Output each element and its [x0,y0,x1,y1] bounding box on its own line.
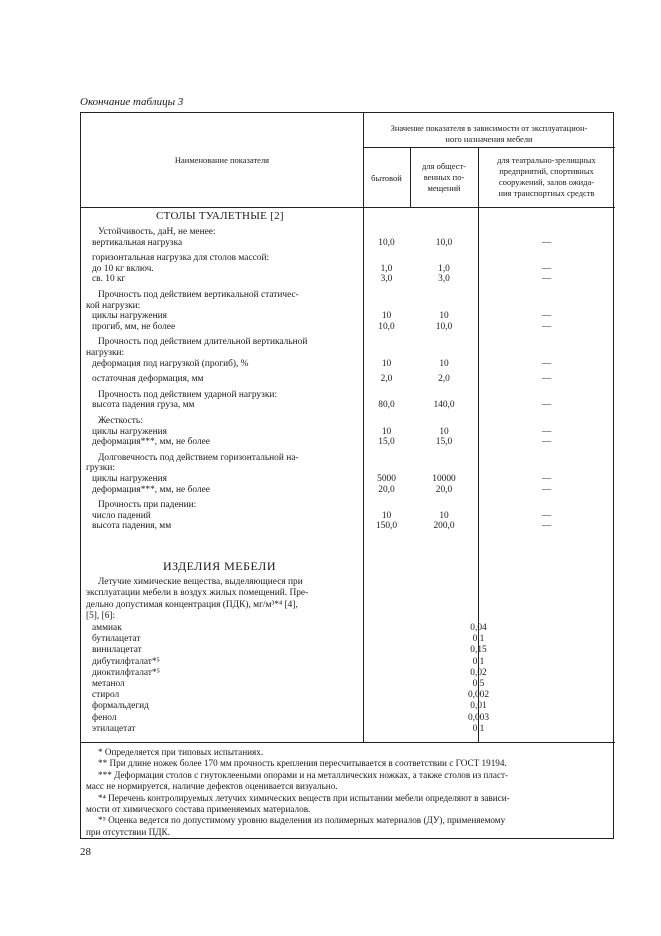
footnote-line: *⁴ Перечень контролируемых летучих химических веществ при испытании мебели определяют в зависи- [98,792,510,803]
footnote-line: мости от химического состава применяемых материалов. [86,804,311,814]
value-theatre: — [541,400,552,411]
header-col-public: для общест- венных по- мещений [421,161,467,193]
footnote-line: при отсутствии ПДК. [86,826,170,837]
section-title-furniture: ИЗДЕЛИЯ МЕБЕЛИ [163,559,276,573]
substance-value: 0,15 [470,645,487,656]
row-label: циклы нагружения [92,311,167,322]
row-label: деформация***, мм, не более [92,484,210,495]
header-col-theatre: для театрально-зрелищных предприятий, спортивных сооружений, залов ожида- ния транспортных средств [497,155,596,198]
value-theatre: — [541,311,552,322]
row-label: прогиб, мм, не более [92,321,176,332]
value-public: 200,0 [433,521,455,532]
value-household: 3,0 [380,274,393,285]
value-household: 20,0 [378,484,395,495]
value-household: 1,0 [380,263,393,274]
value-public: 10 [439,426,449,437]
row-label: нагрузки: [86,348,125,358]
substance-value: 0,04 [470,623,487,633]
row-label: число падений [92,510,151,521]
substance-value: 0,1 [472,656,485,667]
row-label: высота падения, мм [92,521,172,532]
value-theatre: — [541,437,552,448]
row-label: до 10 кг включ. [92,263,154,274]
value-household: 150,0 [375,521,398,532]
footnote-line: * Определяется при типовых испытаниях. [98,747,264,757]
value-household: 10 [381,311,392,322]
substance-value: 0,002 [467,690,490,701]
value-public: 10 [439,510,449,521]
value-household: 2,0 [380,374,393,385]
row-label: высота падения груза, мм [92,400,195,411]
value-public: 20,0 [435,484,453,495]
header-bottom-line [81,207,615,208]
row-label: Прочность под действием ударной нагрузки: [98,389,278,400]
substance-name: бутилацетат [92,634,141,645]
row-label: грузки: [86,463,115,474]
value-household: 10 [381,510,392,521]
value-theatre: — [541,263,552,274]
value-theatre: — [541,474,552,484]
substance-value: 0,5 [472,679,485,689]
table-caption: Окончание таблицы 3 [80,96,184,108]
page-number: 28 [80,846,91,858]
substance-value: 0,1 [472,723,485,734]
footnote-line: *** Деформация столов с гнутоклееными опорами и на металлических ножках, а также столов из пласт- [98,769,509,780]
header-group-divider [363,147,615,148]
substance-value: 0,003 [467,712,490,723]
substance-name: дибутилфталат*⁵ [92,656,160,667]
substance-name: формальдегид [92,701,149,712]
row-label: кой нагрузки: [86,300,141,311]
row-label: остаточная деформация, мм [92,374,204,385]
row-label: горизонтальная нагрузка для столов массой: [92,253,270,264]
row-label: Прочность под действием вертикальной статичес- [98,290,299,300]
value-public: 10,0 [435,237,453,248]
row-label: циклы нагружения [92,474,167,484]
substance-value: 0,1 [472,634,485,645]
value-theatre: — [541,374,552,385]
value-household: 80,0 [378,400,395,411]
value-theatre: — [541,484,552,495]
header-group: Значение показателя в зависимости от эксплуатацион- ного назначения мебели [390,123,588,144]
data-table [80,112,614,839]
row-label: Жесткость: [98,416,143,426]
header-name-col: Наименование показателя [174,155,270,165]
value-theatre: — [541,274,552,285]
footnote-line: масс не нормируется, наличие дефектов оценивается визуально. [86,781,338,792]
row-label: Устойчивость, даН, не менее: [98,227,216,237]
value-theatre: — [541,237,552,248]
value-public: 1,0 [438,263,450,274]
row-label: Прочность при падении: [98,500,197,511]
substance-name: фенол [92,712,117,723]
section-title-tables: СТОЛЫ ТУАЛЕТНЫЕ [2] [156,210,284,222]
value-theatre: — [541,321,552,332]
substance-value: 0,02 [470,667,487,678]
intro-line: Летучие химические вещества, выделяющиеся при [98,577,303,587]
value-public: 10 [439,358,449,369]
value-public: 10,0 [435,321,453,332]
row-label: циклы нагружения [92,426,167,437]
header-col-household: бытовой [371,173,402,183]
row-label: Прочность под действием длительной вертикальной [98,337,308,348]
value-household: 10,0 [378,321,395,332]
row-label: св. 10 кг [92,274,126,285]
row-label: вертикальная нагрузка [92,237,183,248]
value-public: 3,0 [438,274,450,285]
value-household: 5000 [377,474,396,484]
footnote-line: *⁵ Оценка ведется по допустимому уровню выделения из полимерных материалов (ДУ), применяемому [98,815,506,826]
substance-name: аммиак [92,623,122,633]
value-theatre: — [541,521,552,532]
footnote-line: ** При длине ножек более 170 мм прочность крепления пересчитывается в соответствии с ГОСТ 19194. [98,758,507,769]
substance-name: метанол [92,679,125,689]
substance-name: этилацетат [92,723,136,734]
value-public: 10000 [432,474,456,484]
substance-name: винилацетат [92,645,142,656]
value-theatre: — [541,358,552,369]
row-label: Долговечность под действием горизонтальной на- [98,452,299,463]
intro-line: дельно допустимая концентрация (ПДК), мг/м³*⁴ [4], [86,599,298,610]
value-public: 15,0 [435,437,453,448]
value-household: 15,0 [378,437,395,448]
footnotes-divider [81,742,615,743]
value-theatre: — [541,510,552,521]
value-public: 2,0 [438,374,450,385]
value-theatre: — [541,426,552,437]
substance-name: диоктилфталат*⁵ [92,667,160,678]
value-public: 10 [439,311,449,322]
value-household: 10,0 [378,237,395,248]
value-public: 140,0 [433,400,455,411]
substance-name: стирол [92,690,120,701]
intro-line: эксплуатации мебели в воздух жилых помещений. Пре- [86,588,309,599]
intro-line: [5], [6]: [86,610,116,621]
value-household: 10 [381,358,392,369]
substance-value: 0,01 [470,701,487,712]
row-label: деформация***, мм, не более [92,437,210,448]
value-household: 10 [381,426,392,437]
row-label: деформация под нагрузкой (прогиб), % [92,358,249,369]
